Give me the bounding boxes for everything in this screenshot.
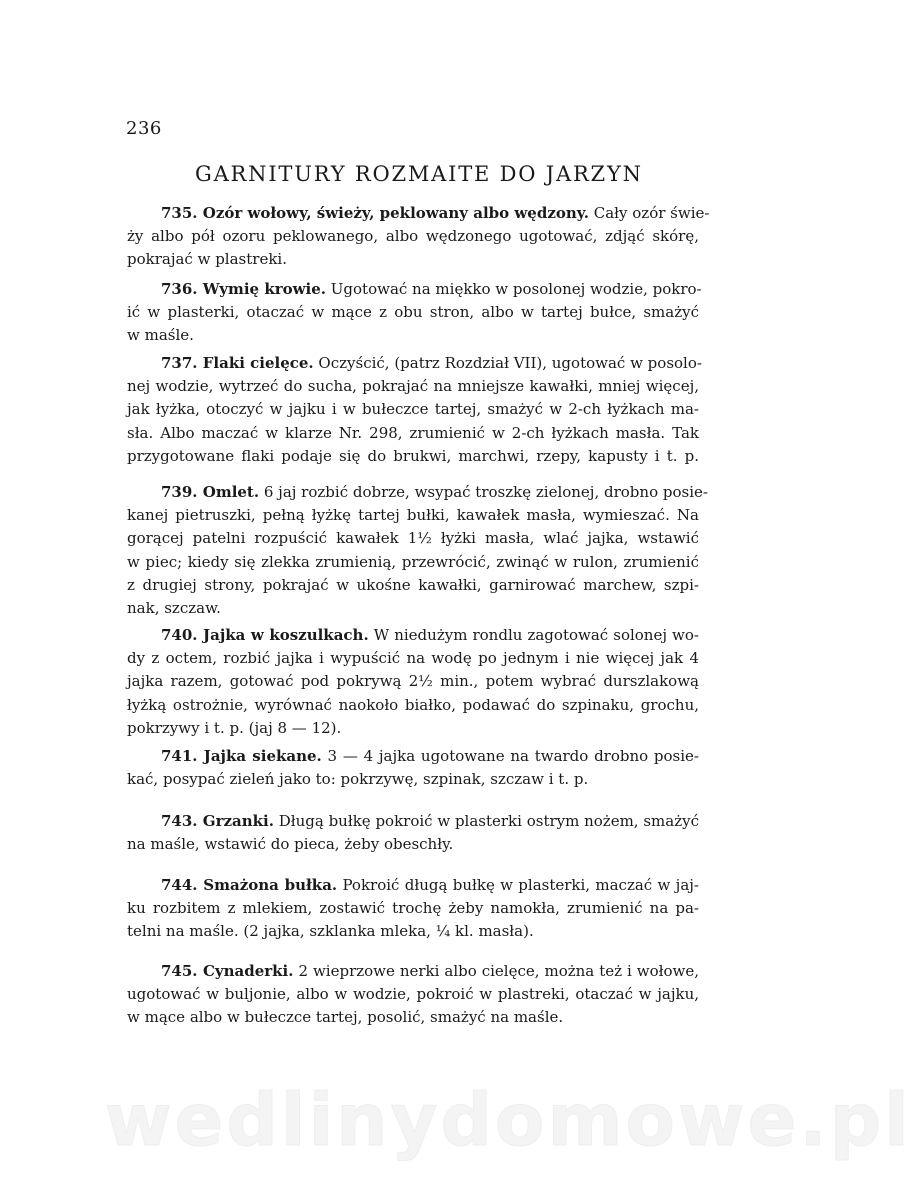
recipe-heading: 741. Jajka siekane. [161,747,322,765]
recipe-line [127,745,699,768]
recipe-line [127,202,710,225]
recipe-text: Cały ozór świe- [588,204,710,222]
recipe-heading: 740. Jajka w koszulkach. [161,626,369,644]
recipe-heading: 744. Smażona bułka. [161,876,338,894]
recipe-736 [127,278,702,348]
recipe-text: przygotowane flaki podaje się do brukwi, marchwi, rzepy, kapusty i t. p. [127,446,699,465]
recipe-text: sła. Albo maczać w klarze Nr. 298, zrumienić w 2-ch łyżkach masła. Tak [127,423,699,442]
recipe-text: Długą bułkę pokroić w plasterki ostrym nożem, smażyć [273,812,699,830]
recipe-text: pokrajać w plastreki. [127,250,287,269]
recipe-line [127,960,699,983]
recipe-739 [127,481,708,620]
recipe-text: w mące albo w bułeczce tartej, posolić, smażyć na maśle. [127,1008,564,1027]
recipe-text: na maśle, wstawić do pieca, żeby obeschły. [127,835,454,854]
recipe-heading: 736. Wymię krowie. [161,280,326,298]
recipe-740 [127,624,699,740]
recipe-text: Ugotować na miękko w posolonej wodzie, pokro- [326,280,702,298]
recipe-heading: 745. Cynaderki. [161,962,294,980]
recipe-text: z drugiej strony, pokrajać w ukośne kawałki, garnirować marchew, szpi- [127,575,699,594]
recipe-text: Pokroić długą bułkę w plasterki, maczać w jaj- [337,876,699,894]
recipe-741 [127,745,699,791]
recipe-heading: 735. Ozór wołowy, świeży, peklowany albo wędzony. [161,204,589,222]
recipe-line [127,278,702,301]
recipe-743 [127,810,699,856]
recipe-text: nej wodzie, wytrzeć do sucha, pokrajać na mniejsze kawałki, mniej więcej, [127,377,699,396]
recipe-line [127,352,702,375]
recipe-line [127,874,699,897]
recipe-text: w piec; kiedy się zlekka zrumienią, przewrócić, zwinąć w rulon, zrumienić [127,552,699,571]
recipe-heading: 737. Flaki cielęce. [161,354,314,372]
recipe-737 [127,352,702,468]
recipe-text: ży albo pół ozoru peklowanego, albo wędzonego ugotować, zdjąć skórę, [127,227,699,246]
recipe-735 [127,202,710,272]
recipe-text: dy z octem, rozbić jajka i wypuścić na wodę po jednym i nie więcej jak 4 [127,649,699,668]
recipe-text: łyżką ostrożnie, wyrównać naokoło białko, podawać do szpinaku, grochu, [127,695,699,714]
recipe-text: 6 jaj rozbić dobrze, wsypać troszkę zielonej, drobno posie- [259,483,708,501]
recipe-text: Oczyścić, (patrz Rozdział VII), ugotować w posolo- [313,354,702,372]
recipe-text: telni na maśle. (2 jajka, szklanka mleka, ¼ kl. masła). [127,922,534,941]
recipe-text: ugotować w buljonie, albo w wodzie, pokroić w plastreki, otaczać w jajku, [127,985,699,1004]
recipe-text: ić w plasterki, otaczać w mące z obu stron, albo w tartej bułce, smażyć [127,303,699,322]
recipe-745 [127,960,699,1030]
recipe-text: pokrzywy i t. p. (jaj 8 — 12). [127,718,342,737]
recipe-text: ku rozbitem z mlekiem, zostawić trochę żeby namokła, zrumienić na pa- [127,899,699,918]
recipe-text: nak, szczaw. [127,598,221,617]
recipe-line [127,624,699,647]
recipe-text: 2 wieprzowe nerki albo cielęce, można też i wołowe, [293,962,699,980]
recipe-text: kać, posypać zieleń jako to: pokrzywę, szpinak, szczaw i t. p. [127,770,589,789]
recipe-text: jajka razem, gotować pod pokrywą 2½ min., potem wybrać durszlakową [127,672,699,691]
recipe-line [127,481,708,504]
watermark: wedlinydomowe.pl [105,1078,912,1162]
recipe-heading: 739. Omlet. [161,483,260,501]
recipe-text: kanej pietruszki, pełną łyżkę tartej bułki, kawałek masła, wymieszać. Na [127,506,699,525]
recipe-line [127,810,699,833]
recipe-text: jak łyżka, otoczyć w jajku i w bułeczce tartej, smażyć w 2-ch łyżkach ma- [127,400,699,419]
page-number: 236 [126,118,162,139]
recipe-text: w maśle. [127,326,194,345]
recipe-text: W niedużym rondlu zagotować solonej wo- [368,626,699,644]
recipe-744 [127,874,699,944]
page-title: GARNITURY ROZMAITE DO JARZYN [195,162,643,186]
recipe-text: 3 — 4 jajka ugotowane na twardo drobno posie- [321,747,699,765]
recipe-text: gorącej patelni rozpuścić kawałek 1½ łyżki masła, wlać jajka, wstawić [127,529,699,548]
recipe-heading: 743. Grzanki. [161,812,274,830]
